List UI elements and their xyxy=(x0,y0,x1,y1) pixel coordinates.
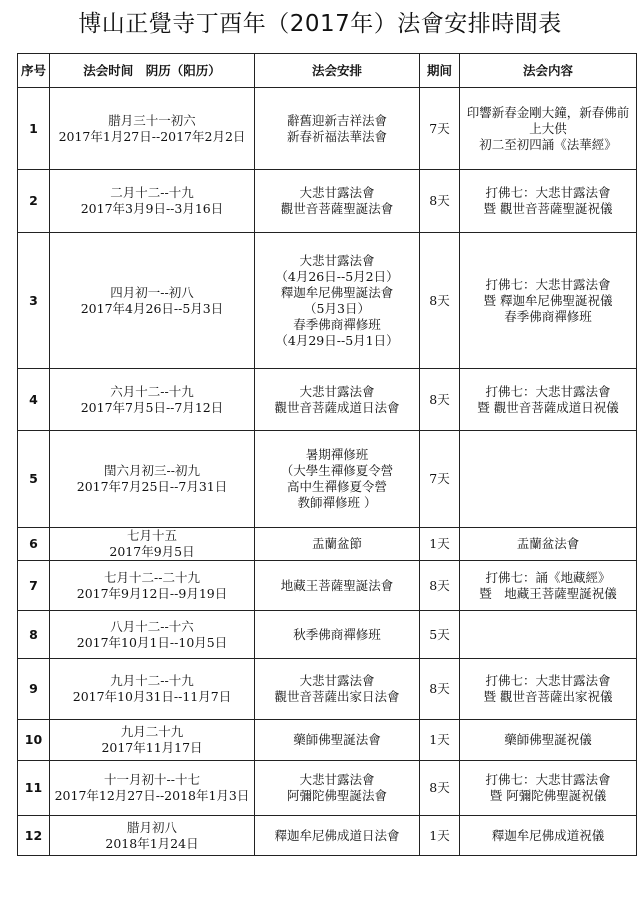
event-content xyxy=(460,816,637,856)
event-arrangement xyxy=(255,88,420,170)
event-time xyxy=(50,761,255,816)
event-arrangement xyxy=(255,720,420,761)
event-duration: 8天 xyxy=(420,369,460,431)
event-arrangement-line: 觀世音菩薩出家日法會 xyxy=(274,689,400,704)
event-content-line: 印響新春金剛大鐘，新春佛前上大供 xyxy=(466,104,630,136)
event-content xyxy=(460,88,637,170)
event-time xyxy=(50,431,255,528)
row-number: 9 xyxy=(18,659,50,720)
table-row xyxy=(18,761,637,816)
event-arrangement-line: 大悲甘露法會 xyxy=(299,383,375,399)
event-content xyxy=(460,528,637,561)
event-time-line: 七月十五 xyxy=(126,528,177,543)
event-time xyxy=(50,561,255,611)
event-content-line: 打佛七：大悲甘露法會 xyxy=(485,383,611,399)
event-content-line: 釋迦牟尼佛成道祝儀 xyxy=(491,827,605,843)
event-arrangement-line: 阿彌陀佛聖誕法會 xyxy=(286,788,387,803)
event-time-line: 2017年4月26日--5月3日 xyxy=(80,300,224,316)
event-content-line: 暨 觀世音菩薩聖誕祝儀 xyxy=(483,201,613,216)
event-time xyxy=(50,816,255,856)
event-time-line: 腊月初八 xyxy=(126,819,177,835)
event-time-line: 六月十二--十九 xyxy=(110,383,194,399)
event-content xyxy=(460,233,637,369)
table-row xyxy=(18,659,637,720)
event-content-line: 打佛七：大悲甘露法會 xyxy=(485,772,611,787)
event-arrangement-line: （大學生禪修夏令營 xyxy=(280,463,394,478)
event-time-line: 閏六月初三--初九 xyxy=(104,463,200,478)
event-content xyxy=(460,431,637,528)
row-number: 10 xyxy=(18,720,50,761)
page-title: 博山正覺寺丁酉年（2017年）法會安排時間表 xyxy=(78,11,562,37)
event-time-line: 2017年3月9日--3月16日 xyxy=(80,201,224,216)
event-arrangement xyxy=(255,431,420,528)
event-duration: 1天 xyxy=(420,528,460,561)
event-content-line: 盂蘭盆法會 xyxy=(516,536,580,551)
event-content-line: 暨 地藏王菩薩聖誕祝儀 xyxy=(479,585,617,601)
event-arrangement-line: 大悲甘露法會 xyxy=(299,673,375,688)
event-arrangement-line: 盂蘭盆節 xyxy=(311,536,362,551)
event-time-line: 十一月初十--十七 xyxy=(104,772,200,787)
event-arrangement-line: 春季佛商禪修班 xyxy=(293,316,381,332)
event-duration: 7天 xyxy=(420,431,460,528)
event-arrangement-line: 地藏王菩薩聖誕法會 xyxy=(280,577,394,593)
header-days: 期间 xyxy=(420,54,460,88)
event-time-line: 2017年9月12日--9月19日 xyxy=(76,585,228,601)
event-content-line: 春季佛商禪修班 xyxy=(504,308,592,324)
event-duration: 8天 xyxy=(420,659,460,720)
event-content xyxy=(460,611,637,659)
event-time xyxy=(50,170,255,233)
event-content xyxy=(460,720,637,761)
table-row xyxy=(18,431,637,528)
table-row xyxy=(18,233,637,369)
event-time-line: 二月十二--十九 xyxy=(110,185,194,200)
table-row xyxy=(18,611,637,659)
event-content-line: 初二至初四誦《法華經》 xyxy=(479,136,617,152)
event-time xyxy=(50,528,255,561)
row-number: 6 xyxy=(18,528,50,561)
event-arrangement-line: 釋迦牟尼佛聖誕法會 xyxy=(280,284,394,300)
event-time-line: 2017年7月5日--7月12日 xyxy=(80,399,224,415)
event-content-line: 暨 阿彌陀佛聖誕祝儀 xyxy=(489,788,607,803)
event-arrangement-line: 藥師佛聖誕法會 xyxy=(293,732,381,747)
event-duration: 8天 xyxy=(420,233,460,369)
event-time-line: 2017年10月31日--11月7日 xyxy=(72,689,232,704)
event-arrangement-line: 大悲甘露法會 xyxy=(299,252,375,268)
table-row xyxy=(18,816,637,856)
event-time-line: 2017年12月27日--2018年1月3日 xyxy=(54,788,250,803)
event-content-line: 暨 觀世音菩薩出家祝儀 xyxy=(483,689,613,704)
event-arrangement-line: 大悲甘露法會 xyxy=(299,185,375,200)
event-arrangement-line: （5月3日） xyxy=(304,300,370,316)
row-number: 4 xyxy=(18,369,50,431)
event-arrangement-line: 秋季佛商禪修班 xyxy=(293,626,381,642)
event-time-line: 2018年1月24日 xyxy=(105,835,199,851)
header-time: 法会时间 阴历（阳历） xyxy=(50,54,255,88)
event-content xyxy=(460,561,637,611)
event-time-line: 七月十二--二十九 xyxy=(104,569,200,585)
event-content xyxy=(460,369,637,431)
event-arrangement xyxy=(255,561,420,611)
row-number: 12 xyxy=(18,816,50,856)
event-content-line: 藥師佛聖誕祝儀 xyxy=(504,732,592,747)
event-duration: 5天 xyxy=(420,611,460,659)
event-content-line: 打佛七：大悲甘露法會 xyxy=(485,673,611,688)
row-number: 5 xyxy=(18,431,50,528)
event-time-line: 腊月三十一初六 xyxy=(108,112,196,128)
header-event: 法会安排 xyxy=(255,54,420,88)
event-time xyxy=(50,720,255,761)
row-number: 3 xyxy=(18,233,50,369)
event-time-line: 四月初一--初八 xyxy=(110,284,194,300)
event-time xyxy=(50,369,255,431)
row-number: 7 xyxy=(18,561,50,611)
event-duration: 1天 xyxy=(420,720,460,761)
event-content-line: 暨 觀世音菩薩成道日祝儀 xyxy=(477,399,619,415)
event-arrangement xyxy=(255,659,420,720)
event-time xyxy=(50,88,255,170)
event-time-line: 2017年9月5日 xyxy=(109,544,195,559)
event-arrangement-line: （4月29日--5月1日） xyxy=(275,332,399,348)
event-arrangement xyxy=(255,761,420,816)
event-arrangement-line: 新春祈福法華法會 xyxy=(286,128,387,144)
event-time-line: 九月二十九 xyxy=(120,724,184,739)
event-content-line: 暨 釋迦牟尼佛聖誕祝儀 xyxy=(483,292,613,308)
event-time-line: 2017年11月17日 xyxy=(101,740,203,755)
event-arrangement xyxy=(255,611,420,659)
row-number: 2 xyxy=(18,170,50,233)
event-arrangement-line: 辭舊迎新吉祥法會 xyxy=(286,112,387,128)
event-content-line: 打佛七：誦《地藏經》 xyxy=(485,569,611,585)
event-time-line: 2017年10月1日--10月5日 xyxy=(76,634,228,650)
event-duration: 8天 xyxy=(420,170,460,233)
event-content-line: 打佛七：大悲甘露法會 xyxy=(485,185,611,200)
event-time-line: 2017年1月27日--2017年2月2日 xyxy=(58,128,246,144)
schedule-table xyxy=(17,53,637,856)
event-arrangement-line: 觀世音菩薩聖誕法會 xyxy=(280,201,394,216)
table-row xyxy=(18,720,637,761)
header-content: 法会内容 xyxy=(460,54,637,88)
table-row xyxy=(18,369,637,431)
event-content xyxy=(460,170,637,233)
event-duration: 8天 xyxy=(420,561,460,611)
schedule-body xyxy=(18,88,637,856)
event-arrangement-line: 暑期禪修班 xyxy=(305,447,369,462)
event-arrangement-line: 高中生禪修夏令營 xyxy=(286,479,387,494)
event-arrangement xyxy=(255,369,420,431)
table-row xyxy=(18,561,637,611)
event-time xyxy=(50,611,255,659)
event-arrangement-line: 大悲甘露法會 xyxy=(299,772,375,787)
event-time-line: 九月十二--十九 xyxy=(110,673,194,688)
event-content-line: 打佛七：大悲甘露法會 xyxy=(485,276,611,292)
event-arrangement-line: 觀世音菩薩成道日法會 xyxy=(274,399,400,415)
event-arrangement-line: 釋迦牟尼佛成道日法會 xyxy=(274,827,400,843)
event-arrangement xyxy=(255,528,420,561)
row-number: 1 xyxy=(18,88,50,170)
event-duration: 1天 xyxy=(420,816,460,856)
event-arrangement xyxy=(255,170,420,233)
event-content xyxy=(460,659,637,720)
table-row xyxy=(18,170,637,233)
row-number: 11 xyxy=(18,761,50,816)
header-no: 序号 xyxy=(18,54,50,88)
event-arrangement-line: （4月26日--5月2日） xyxy=(275,268,399,284)
event-time-line: 八月十二--十六 xyxy=(110,618,194,634)
table-row xyxy=(18,528,637,561)
table-row xyxy=(18,88,637,170)
header-row xyxy=(18,54,637,88)
event-arrangement xyxy=(255,233,420,369)
event-time xyxy=(50,233,255,369)
event-duration: 7天 xyxy=(420,88,460,170)
event-arrangement-line: 教師禪修班 ） xyxy=(297,495,377,510)
event-time xyxy=(50,659,255,720)
event-content xyxy=(460,761,637,816)
event-time-line: 2017年7月25日--7月31日 xyxy=(76,479,228,494)
event-arrangement xyxy=(255,816,420,856)
row-number: 8 xyxy=(18,611,50,659)
event-duration: 8天 xyxy=(420,761,460,816)
